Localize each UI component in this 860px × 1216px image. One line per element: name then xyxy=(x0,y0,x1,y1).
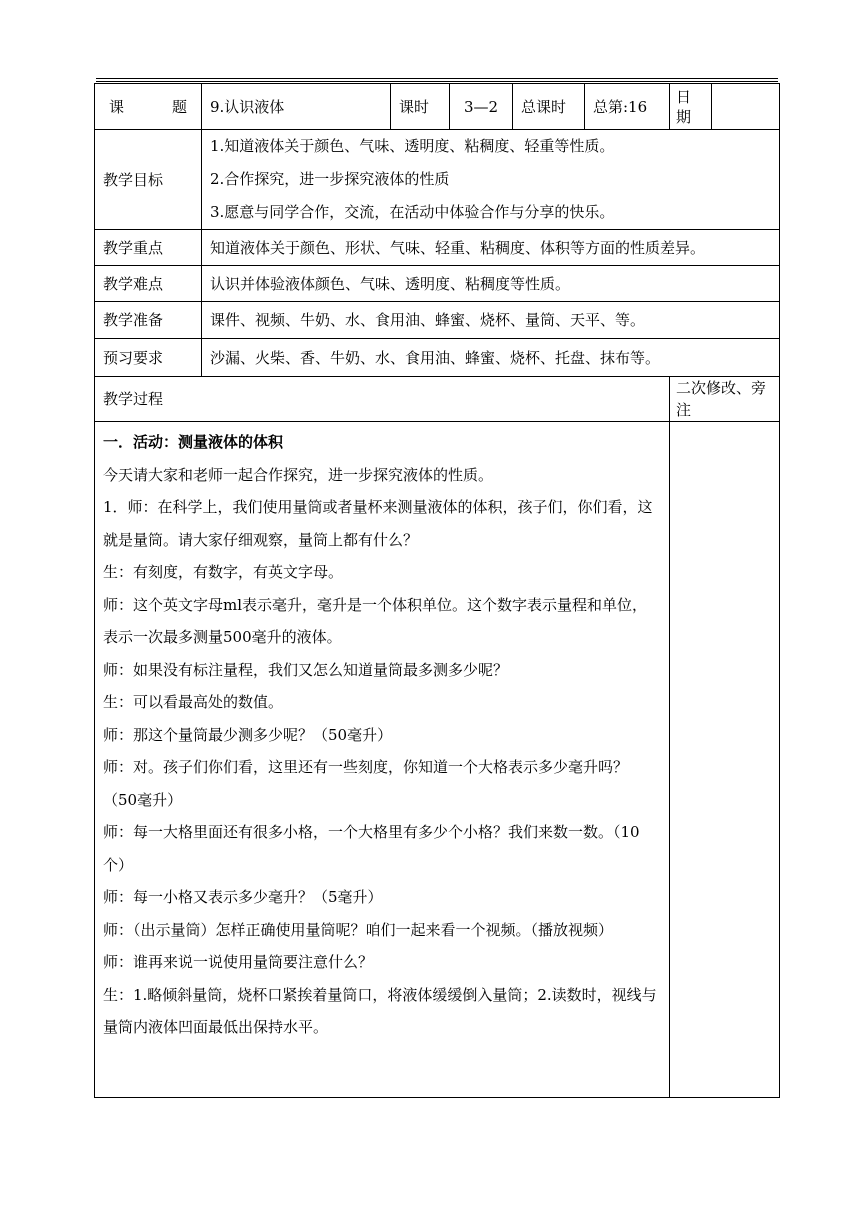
preview-value: 沙漏、火柴、香、牛奶、水、食用油、蜂蜜、烧杯、托盘、抹布等。 xyxy=(202,339,780,377)
period-value: 3—2 xyxy=(450,84,513,130)
process-header-row xyxy=(95,377,780,422)
preparation-row xyxy=(95,302,780,339)
process-paragraph: 师：这个英文字母ml表示毫升，毫升是一个体积单位。这个数字表示量程和单位，表示一次最多测量500毫升的液体。 xyxy=(103,595,648,646)
process-paragraph: 师：如果没有标注量程，我们又怎么知道量筒最多测多少呢？ xyxy=(103,660,509,679)
process-paragraph: 师：每一小格又表示多少毫升？（5毫升） xyxy=(103,888,383,906)
key-points-label: 教学重点 xyxy=(95,230,202,266)
topic-label-char-1: 课 xyxy=(109,97,125,116)
process-paragraph: 1．师：在科学上，我们使用量筒或者量杯来测量液体的体积，孩子们，你们看，这就是量筒。请大家仔细观察，量筒上都有什么？ xyxy=(103,498,653,549)
process-paragraph: 生：1.略倾斜量筒，烧杯口紧挨着量筒口，将液体缓缓倒入量筒；2.读数时，视线与量筒内液体凹面最低出保持水平。 xyxy=(103,985,657,1036)
goal-item: 1.知道液体关于颜色、气味、透明度、粘稠度、轻重等性质。 xyxy=(210,137,615,155)
process-content xyxy=(95,422,670,1098)
process-paragraph: 今天请大家和老师一起合作探究，进一步探究液体的性质。 xyxy=(103,465,494,484)
topic-label-char-2: 题 xyxy=(171,97,187,116)
difficulties-label: 教学难点 xyxy=(95,266,202,302)
total-hours-value: 总第:16 xyxy=(585,84,670,130)
process-paragraph: 师：每一大格里面还有很多小格，一个大格里有多少个小格？我们来数一数。（10个） xyxy=(103,823,640,874)
header-rule-top xyxy=(96,78,778,79)
process-paragraph: 师：那这个量筒最少测多少呢？（50毫升） xyxy=(103,725,393,744)
process-paragraph: 师：对。孩子们你们看，这里还有一些刻度，你知道一个大格表示多少毫升吗？（50毫升） xyxy=(103,758,629,809)
key-points-row xyxy=(95,230,780,266)
goal-item: 2.合作探究，进一步探究液体的性质 xyxy=(210,170,450,188)
lesson-plan-table xyxy=(94,83,780,1098)
topic-value: 9.认识液体 xyxy=(202,84,391,130)
key-points-value: 知道液体关于颜色、形状、气味、轻重、粘稠度、体积等方面的性质差异。 xyxy=(202,230,780,266)
topic-label xyxy=(95,84,202,130)
header-row xyxy=(95,84,780,130)
preview-label: 预习要求 xyxy=(95,339,202,377)
notes-column xyxy=(670,422,780,1098)
goals-row xyxy=(95,130,780,230)
period-label: 课时 xyxy=(391,84,450,130)
activity-heading: 一．活动：测量液体的体积 xyxy=(103,433,284,451)
goals-list xyxy=(202,130,780,230)
goals-label: 教学目标 xyxy=(95,130,202,230)
process-label: 教学过程 xyxy=(95,377,670,422)
total-hours-label: 总课时 xyxy=(513,84,585,130)
header-rule-bottom xyxy=(96,81,778,82)
notes-label: 二次修改、旁注 xyxy=(670,377,780,422)
goal-item: 3.愿意与同学合作，交流，在活动中体验合作与分享的快乐。 xyxy=(210,203,615,221)
date-value xyxy=(712,84,780,130)
difficulties-row xyxy=(95,266,780,302)
preparation-value: 课件、视频、牛奶、水、食用油、蜂蜜、烧杯、量筒、天平、等。 xyxy=(202,302,780,339)
process-paragraph: 师：（出示量筒）怎样正确使用量筒呢？咱们一起来看一个视频。（播放视频） xyxy=(103,920,614,939)
process-body-row xyxy=(95,422,780,1098)
process-paragraph: 师：谁再来说一说使用量筒要注意什么？ xyxy=(103,953,374,971)
process-paragraph: 生：有刻度，有数字，有英文字母。 xyxy=(103,563,344,581)
date-label: 日 期 xyxy=(670,84,712,130)
difficulties-value: 认识并体验液体颜色、气味、透明度、粘稠度等性质。 xyxy=(202,266,780,302)
process-paragraph: 生：可以看最高处的数值。 xyxy=(103,693,284,711)
preview-row xyxy=(95,339,780,377)
preparation-label: 教学准备 xyxy=(95,302,202,339)
